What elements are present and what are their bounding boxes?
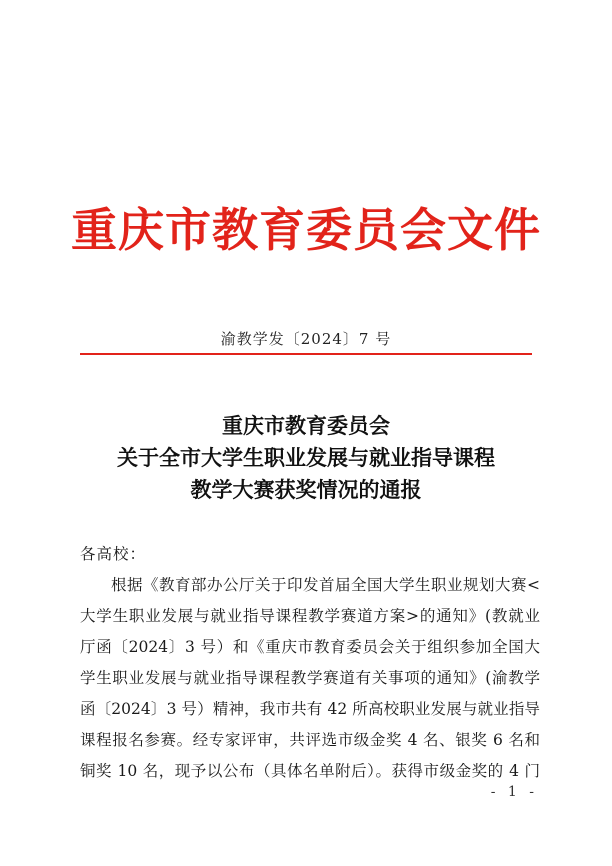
body-line-6: 课程报名参赛。经专家评审，共评选市级金奖 4 名、银奖 6 名和 [80,731,540,749]
body-line-7: 铜奖 10 名，现予以公布（具体名单附后）。获得市级金奖的 4 门 [80,762,540,780]
document-masthead: 重庆市教育委员会文件 [71,203,541,257]
title-line-1: 重庆市教育委员会 [222,414,390,438]
title-line-3: 教学大赛获奖情况的通报 [190,478,422,502]
document-title [0,410,612,506]
body-line-5: 函〔2024〕3 号）精神，我市共有 42 所高校职业发展与就业指导 [80,700,540,718]
document-number: 渝教学发〔2024〕7 号 [220,330,392,348]
body-line-4: 学生职业发展与就业指导课程教学赛道有关事项的通知》(渝教学 [80,669,540,687]
red-divider-line [80,353,532,355]
body-paragraph [80,570,540,787]
salutation: 各高校： [80,545,147,563]
body-line-3: 厅函〔2024〕3 号）和《重庆市教育委员会关于组织参加全国大 [80,638,540,656]
body-line-2: 大学生职业发展与就业指导课程教学赛道方案>的通知》(教就业 [80,607,540,625]
title-line-2: 关于全市大学生职业发展与就业指导课程 [117,446,495,470]
page-number: - 1 - [490,784,538,800]
body-line-1: 根据《教育部办公厅关于印发首届全国大学生职业规划大赛< [111,576,540,594]
